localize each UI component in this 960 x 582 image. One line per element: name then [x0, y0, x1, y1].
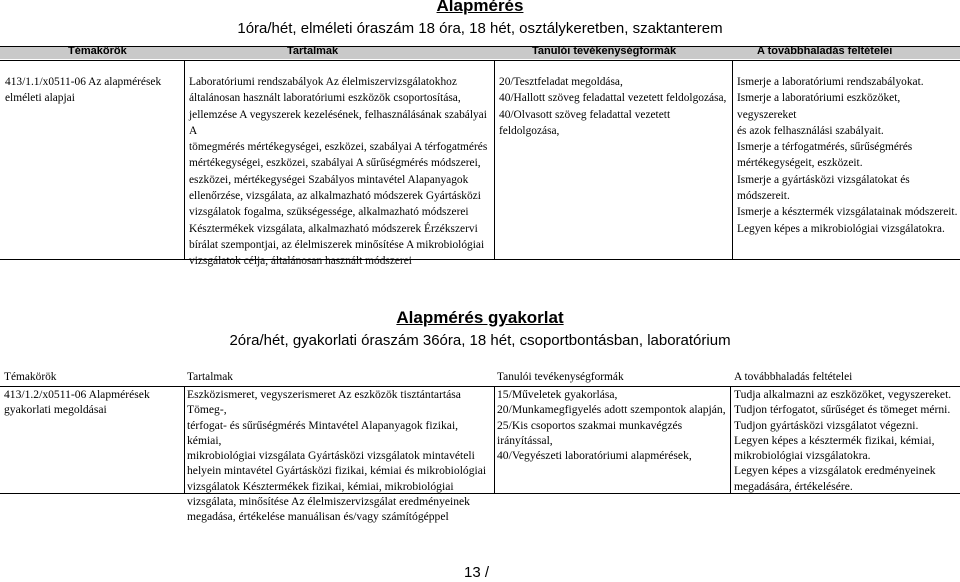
header-tartalmak: Tartalmak [287, 45, 339, 57]
section2-title: Alapmérés gyakorlat [396, 308, 564, 327]
header-temakorok: Témakörök [68, 45, 127, 57]
section2-subtitle: 2óra/hét, gyakorlati óraszám 36óra, 18 hét, csoportbontásban, laboratórium [229, 332, 731, 349]
header-temakorok: Témakörök [4, 371, 57, 383]
header-tartalmak: Tartalmak [187, 371, 234, 383]
section2-topic: 413/1.2/x0511-06 Alapmérések gyakorlati megoldásai [4, 388, 150, 417]
col-divider-2 [494, 386, 495, 494]
section1-subtitle: 1óra/hét, elméleti óraszám 18 óra, 18 hét, osztálykeretben, szaktanterem [237, 20, 723, 37]
header-feltetelek: A továbbhaladás feltételei [757, 45, 893, 57]
section2-activities: 15/Műveletek gyakorlása, 20/Munkamegfigyelés adott szempontok alapján, 25/Kis csoportos szakmai munkavégzés irányítással, 40/Vegyészeti laboratóriumi alapmérések, [497, 388, 726, 463]
section1-activities: 20/Tesztfeladat megoldása, 40/Hallott szöveg feladattal vezetett feldolgozása, 40/Olvasott szöveg feladattal vezetett feldolgozása, [499, 76, 727, 137]
section2-content: Eszközismeret, vegyszerismeret Az eszközök tisztántartása Tömeg-, térfogat- és sűrűségmérés Mintavétel Alapanyagok fizikai, kémiai, mikrobiológiai vizsgálata Gyártásközi vizsgálatok mintavételi helyein mintavétel Gyártásközi fizikai, kémiai és mikrobiológiai vizsgálatok Késztermékek fizikai, kémiai, mikrobiológiai vizsgálata, minősítése Az élelmiszervizsgálat eredményeinek megadása, értékelése manuálisan és/vagy számítógéppel [187, 388, 487, 524]
col-divider-1 [184, 60, 185, 260]
section2-conditions: Tudja alkalmazni az eszközöket, vegyszereket. Tudjon térfogatot, sűrűséget és tömeget mérni. Tudjon gyártásközi vizsgálatot végezni. Legyen képes a késztermék fizikai, kémiai, mikrobiológiai vizsgálatokra. Legyen képes a vizsgálatok eredményeinek megadására, értékelésére. [734, 388, 952, 493]
col-divider-1 [184, 386, 185, 494]
header-tevekenyseg: Tanulói tevékenységformák [532, 45, 677, 57]
header-tevekenyseg: Tanulói tevékenységformák [497, 371, 624, 383]
col-divider-2 [494, 60, 495, 260]
section1-content: Laboratóriumi rendszabályok Az élelmiszervizsgálatokhoz általánosan használt laboratóriumi eszközök csoportosítása, jellemzése A vegyszerek kezelésének, felhasználásának szabályai A tömegmérés mértékegységei, eszközei, szabályai A térfogatmérés mértékegységei, eszközei, szabályai A sűrűségmérés módszerei, eszközei, mértékegységei Szabályos mintavétel Alapanyagok ellenőrzése, vizsgálata, az alkalmazható módszerek Gyártásközi vizsgálatok fogalma, szükségessége, alkalmazható módszerei Késztermékek vizsgálata, alkalmazható módszerek Érzékszervi bírálat szempontjai, az élelmiszerek minősítése A mikrobiológiai vizsgálatok célja, általánosan használt módszerei [189, 76, 488, 268]
col-divider-3 [730, 386, 731, 494]
header-feltetelek: A továbbhaladás feltételei [734, 371, 853, 383]
col-divider-3 [732, 60, 733, 260]
section1-topic: 413/1.1/x0511-06 Az alapmérések elméleti alapjai [5, 76, 162, 105]
page-number: 13 / [464, 564, 490, 581]
section1-conditions: Ismerje a laboratóriumi rendszabályokat. Ismerje a laboratóriumi eszközöket, vegyszereket és azok felhasználási szabályait. Ismerje a térfogatmérés, sűrűségmérés mértékegységeit, eszközeit. Ismerje a gyártásközi vizsgálatokat és módszereit. Ismerje a késztermék vizsgálatainak módszereit. Legyen képes a mikrobiológiai vizsgálatokra. [737, 76, 958, 235]
section1-title: Alapmérés [436, 0, 524, 15]
body-top-rule [0, 60, 960, 61]
